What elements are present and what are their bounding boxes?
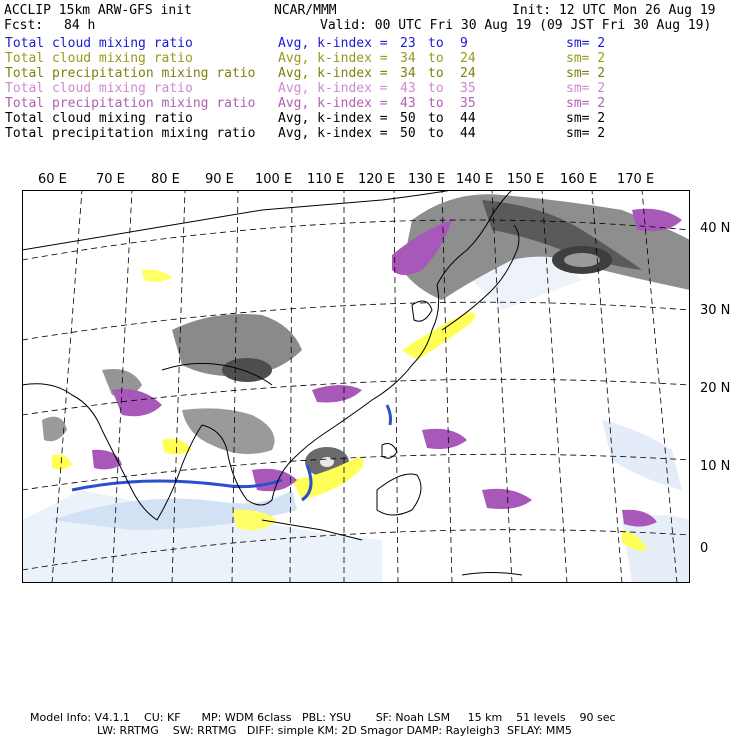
legend-field: Total precipitation mixing ratio — [5, 66, 256, 81]
longitude-label: 140 E — [456, 172, 494, 187]
legend-smoothing: sm= 2 — [566, 126, 606, 141]
longitude-label: 160 E — [560, 172, 598, 187]
legend-avg-label: Avg, k-index = — [278, 36, 388, 51]
init-time: Init: 12 UTC Mon 26 Aug 19 — [512, 3, 716, 18]
latitude-label: 10 N — [700, 459, 731, 474]
longitude-label: 170 E — [617, 172, 655, 187]
legend-k-end: 44 — [460, 126, 476, 141]
legend-k-start: 50 — [400, 111, 416, 126]
forecast-hours: 84 h — [64, 18, 96, 33]
longitude-label: 70 E — [96, 172, 125, 187]
weather-map — [22, 190, 690, 583]
legend-to: to — [428, 96, 444, 111]
legend-k-start: 34 — [400, 51, 416, 66]
legend-avg-label: Avg, k-index = — [278, 111, 388, 126]
legend-smoothing: sm= 2 — [566, 51, 606, 66]
longitude-label: 60 E — [38, 172, 67, 187]
latitude-label: 40 N — [700, 221, 731, 236]
legend-avg-label: Avg, k-index = — [278, 126, 388, 141]
latitude-label: 20 N — [700, 381, 731, 396]
legend-k-start: 23 — [400, 36, 416, 51]
legend-to: to — [428, 66, 444, 81]
longitude-label: 120 E — [358, 172, 396, 187]
org-label: NCAR/MMM — [274, 3, 337, 18]
legend-field: Total cloud mixing ratio — [5, 51, 193, 66]
legend-k-start: 34 — [400, 66, 416, 81]
legend-to: to — [428, 111, 444, 126]
legend-to: to — [428, 36, 444, 51]
legend-to: to — [428, 51, 444, 66]
longitude-label: 80 E — [151, 172, 180, 187]
legend-smoothing: sm= 2 — [566, 81, 606, 96]
legend-k-end: 9 — [460, 36, 468, 51]
model-title: ACCLIP 15km ARW-GFS init — [4, 3, 192, 18]
legend-smoothing: sm= 2 — [566, 96, 606, 111]
latitude-label: 30 N — [700, 303, 731, 318]
legend-to: to — [428, 81, 444, 96]
valid-time: Valid: 00 UTC Fri 30 Aug 19 (09 JST Fri 30 Aug 19) — [320, 18, 712, 33]
longitude-label: 130 E — [408, 172, 446, 187]
legend-field: Total precipitation mixing ratio — [5, 126, 256, 141]
legend-k-end: 24 — [460, 66, 476, 81]
longitude-label: 100 E — [255, 172, 293, 187]
legend-avg-label: Avg, k-index = — [278, 96, 388, 111]
legend-k-start: 50 — [400, 126, 416, 141]
latitude-label: 0 — [700, 541, 709, 556]
longitude-label: 90 E — [205, 172, 234, 187]
legend-to: to — [428, 126, 444, 141]
longitude-label: 150 E — [507, 172, 545, 187]
legend-k-start: 43 — [400, 96, 416, 111]
legend-field: Total precipitation mixing ratio — [5, 96, 256, 111]
legend-field: Total cloud mixing ratio — [5, 111, 193, 126]
longitude-label: 110 E — [307, 172, 345, 187]
legend-k-end: 44 — [460, 111, 476, 126]
legend-avg-label: Avg, k-index = — [278, 66, 388, 81]
legend-k-end: 35 — [460, 96, 476, 111]
legend-avg-label: Avg, k-index = — [278, 51, 388, 66]
forecast-label: Fcst: — [4, 18, 44, 33]
legend-smoothing: sm= 2 — [566, 36, 606, 51]
model-info-line-2: LW: RRTMG SW: RRTMG DIFF: simple KM: 2D Smagor DAMP: Rayleigh3 SFLAY: MM5 — [97, 724, 572, 737]
legend-k-end: 24 — [460, 51, 476, 66]
legend-avg-label: Avg, k-index = — [278, 81, 388, 96]
legend-smoothing: sm= 2 — [566, 66, 606, 81]
legend-k-end: 35 — [460, 81, 476, 96]
legend-field: Total cloud mixing ratio — [5, 81, 193, 96]
legend-smoothing: sm= 2 — [566, 111, 606, 126]
model-info-line-1: Model Info: V4.1.1 CU: KF MP: WDM 6class PBL: YSU SF: Noah LSM 15 km 51 levels 90 sec — [30, 711, 616, 724]
legend-k-start: 43 — [400, 81, 416, 96]
legend-field: Total cloud mixing ratio — [5, 36, 193, 51]
